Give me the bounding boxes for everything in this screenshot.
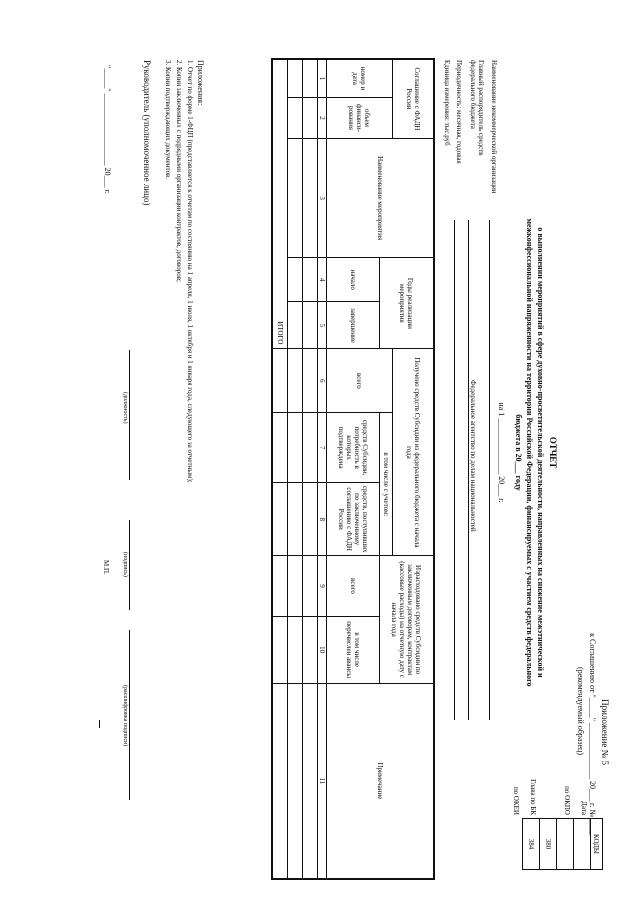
head-label: Руководитель (уполномоченное лицо) xyxy=(142,60,152,206)
stamp-place: М.П. xyxy=(102,560,110,575)
col-num: 7 xyxy=(318,413,327,483)
periodicity-label: Периодичность: месячная, годовая xyxy=(455,60,463,164)
th-advances: в том числе перечислен авансы xyxy=(327,616,380,683)
th-start: начало xyxy=(327,258,380,302)
date-bottom: "_____" __________________ 20___ г. xyxy=(103,65,112,194)
report-subtitle-line-2: межконфессиональной напряженности на территории Российской Федерации, финансируемых с участием средств федерального xyxy=(525,218,534,687)
periodicity-underline xyxy=(454,220,455,720)
main-manager-value: Федеральное агентство по делам национальностей xyxy=(469,380,477,532)
col-num: 6 xyxy=(318,349,327,413)
codes-table xyxy=(522,818,603,870)
org-name-label: Наименование некоммерческой организации xyxy=(490,60,498,194)
col-num: 4 xyxy=(318,258,327,302)
attachments-heading: Приложения: xyxy=(196,60,205,106)
th-including: в том числе с учетом: xyxy=(380,413,393,556)
main-manager-underline xyxy=(468,220,469,720)
codes-header: КОДЫ xyxy=(591,819,603,870)
main-manager-label-2: федерального бюджета xyxy=(469,60,477,129)
decoding-line xyxy=(129,630,130,800)
col-num: 9 xyxy=(318,556,327,616)
th-years: Годы реализации мероприятия xyxy=(380,258,435,349)
recommended-sample: (рекомендуемый образец) xyxy=(576,667,585,755)
code-okei: 384 xyxy=(523,819,540,870)
total-label: ИТОГО xyxy=(272,59,288,349)
total-row xyxy=(272,59,288,879)
th-volume: объем финанси-рования xyxy=(327,97,393,138)
decoding-caption: (расшифровка подписи) xyxy=(122,685,128,747)
th-received: Получено средств Субсидии из федерального бюджета с начала года xyxy=(393,349,435,556)
col-num: 10 xyxy=(318,616,327,683)
code-date xyxy=(574,819,591,870)
report-title: ОТЧЕТ xyxy=(548,436,558,469)
col-num: 5 xyxy=(318,302,327,349)
agreement-reference: к Соглашению от "_____" ______________ 20___ г. № ____ xyxy=(588,633,597,835)
position-caption: (должность) xyxy=(122,392,128,424)
report-table xyxy=(271,58,435,880)
label-okei: по ОКЕИ xyxy=(512,786,520,815)
attachment-item-2: 2. Копии заключенных с подрядными организации контрактов, договоров; xyxy=(175,60,183,282)
signature-caption: (подпись) xyxy=(122,552,128,577)
report-subtitle-line-3: бюджета в 20___ году xyxy=(514,414,523,491)
attachment-item-3: 3. Копии подтверждающих документов. xyxy=(164,60,172,180)
code-bk: 380 xyxy=(540,819,557,870)
th-returned: средств, поступивших по заключенному соглашению с ФАДН России xyxy=(327,482,380,555)
th-note: Примечание xyxy=(327,683,435,879)
label-date: Дата xyxy=(580,801,588,815)
label-bk: Глава по БК xyxy=(529,779,537,815)
position-line xyxy=(129,350,130,480)
unit-label: Единица измерения: тыс.руб xyxy=(443,60,451,146)
report-subtitle-line-1: о выполнении мероприятий в сфере духовно-просветительской деятельности, направленных на снижение межэтнической и xyxy=(536,227,545,678)
th-agreement: Соглашение с ФАДН России xyxy=(393,59,435,139)
label-okpo: по ОКПО xyxy=(563,786,571,815)
main-manager-label-1: Главный распорядитель средств xyxy=(477,60,485,156)
column-number-row xyxy=(318,59,327,879)
attachment-item-1: 1. Отчет по форме 1-ФЦП (представляется к отчетам по состоянию на 1 апреля, 1 июля, 1 октября и 1 января года, следующего за отчетным); xyxy=(186,60,194,483)
th-need: средств Субсидии, потребность в которых подтверждена xyxy=(327,413,380,483)
scan-mark xyxy=(99,720,100,728)
appendix-number: Приложение № 5 xyxy=(600,699,610,765)
col-num: 11 xyxy=(318,683,327,879)
signature-line xyxy=(129,520,130,610)
col-num: 2 xyxy=(318,97,327,138)
code-okpo xyxy=(557,819,574,870)
col-num: 1 xyxy=(318,59,327,97)
th-event-name: Наименование мероприятия xyxy=(327,139,435,258)
table-row xyxy=(303,59,318,879)
th-used-total: всего xyxy=(327,556,380,616)
th-end: завершение xyxy=(327,302,380,349)
th-used: Израсходовано средств Субсидии по заключенным договорам, контрактам (кассовые расходы) на отчетную дату с начала года xyxy=(380,556,435,683)
th-received-total: всего xyxy=(327,349,393,413)
org-name-underline xyxy=(489,220,490,720)
th-number-date: номер и дата xyxy=(327,59,393,97)
col-num: 3 xyxy=(318,139,327,258)
report-date-line: на 1 ______________ 20___ г. xyxy=(497,402,506,503)
table-row xyxy=(288,59,303,879)
col-num: 8 xyxy=(318,482,327,555)
